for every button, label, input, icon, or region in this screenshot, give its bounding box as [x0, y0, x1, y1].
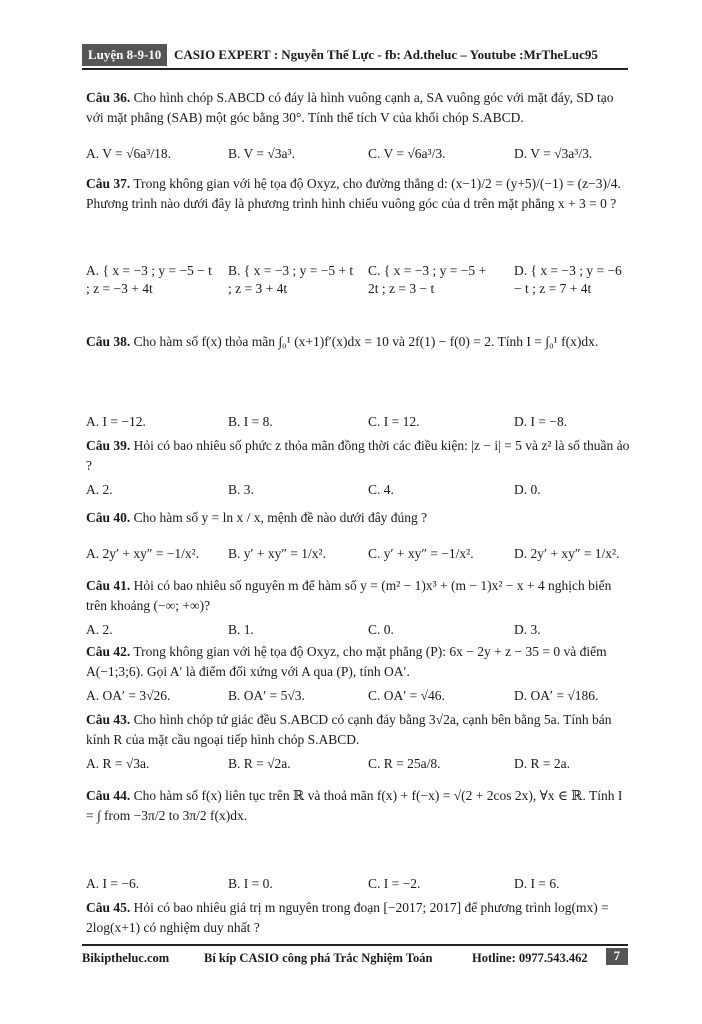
page-header	[82, 44, 628, 70]
question-label: Câu 44.	[86, 788, 131, 803]
option-d: D. 3.	[514, 622, 541, 637]
question-36	[86, 88, 630, 128]
question-40	[86, 508, 630, 528]
option-b: B. { x = −3 ; y = −5 + t ; z = 3 + 4t	[228, 263, 354, 296]
question-44	[86, 786, 630, 826]
option-c: C. OA′ = √46.	[368, 688, 445, 703]
option-a: A. 2.	[86, 622, 113, 637]
question-label: Câu 37.	[86, 176, 131, 191]
option-c: C. I = 12.	[368, 414, 420, 429]
question-38	[86, 332, 630, 352]
option-a: A. V = √6a³/18.	[86, 146, 171, 161]
option-a: A. OA′ = 3√26.	[86, 688, 171, 703]
question-text: Trong không gian với hệ tọa độ Oxyz, cho đường thẳng d: (x−1)/2 = (y+5)/(−1) = (z−3)/4. Phương trình nào dưới đây là phương trình hình chiếu vuông góc của d trên mặt phẳng x + 3 = 0 ?	[86, 176, 621, 211]
option-b: B. V = √3a³.	[228, 146, 295, 161]
options-39	[86, 482, 630, 504]
option-c: C. I = −2.	[368, 876, 421, 891]
question-label: Câu 40.	[86, 510, 131, 525]
options-43	[86, 756, 630, 778]
question-37	[86, 174, 630, 214]
question-text: Hỏi có bao nhiêu giá trị m nguyên trong đoạn [−2017; 2017] để phương trình log(mx) = 2log(x+1) có nghiệm duy nhất ?	[86, 900, 609, 935]
footer-site: Bikiptheluc.com	[82, 951, 170, 965]
option-b: B. OA′ = 5√3.	[228, 688, 305, 703]
question-label: Câu 38.	[86, 334, 131, 349]
option-c: C. 4.	[368, 482, 394, 497]
option-d: D. { x = −3 ; y = −6 − t ; z = 7 + 4t	[514, 263, 622, 296]
question-text: Cho hàm số f(x) thỏa mãn ∫₀¹ (x+1)f′(x)dx = 10 và 2f(1) − f(0) = 2. Tính I = ∫₀¹ f(x)dx.	[133, 334, 599, 349]
options-36	[86, 146, 630, 168]
option-d: D. V = √3a³/3.	[514, 146, 593, 161]
options-42	[86, 688, 630, 710]
option-a: A. R = √3a.	[86, 756, 150, 771]
option-b: B. R = √2a.	[228, 756, 291, 771]
question-text: Cho hình chóp tứ giác đều S.ABCD có cạnh đáy bằng 3√2a, cạnh bên bằng 5a. Tính bán kính R của mặt cầu ngoại tiếp hình chóp S.ABCD.	[86, 712, 612, 747]
option-d: D. R = 2a.	[514, 756, 570, 771]
option-c: C. y′ + xy″ = −1/x².	[368, 546, 474, 561]
option-d: D. I = −8.	[514, 414, 568, 429]
question-42	[86, 642, 630, 682]
option-b: B. y′ + xy″ = 1/x².	[228, 546, 326, 561]
options-38	[86, 414, 630, 436]
option-a: A. { x = −3 ; y = −5 − t ; z = −3 + 4t	[86, 263, 212, 296]
question-text: Hỏi có bao nhiêu số nguyên m để hàm số y = (m² − 1)x³ + (m − 1)x² − x + 4 nghịch biến trên khoảng (−∞; +∞)?	[86, 578, 612, 613]
option-a: A. 2y′ + xy″ = −1/x².	[86, 546, 200, 561]
question-label: Câu 43.	[86, 712, 131, 727]
page-footer	[82, 944, 628, 970]
option-b: B. I = 0.	[228, 876, 273, 891]
question-label: Câu 39.	[86, 438, 131, 453]
option-d: D. 0.	[514, 482, 541, 497]
question-45	[86, 898, 630, 938]
option-a: A. I = −12.	[86, 414, 146, 429]
option-a: A. I = −6.	[86, 876, 140, 891]
question-text: Trong không gian với hệ tọa độ Oxyz, cho mặt phẳng (P): 6x − 2y + z − 35 = 0 và điểm A(−1;3;6). Gọi A′ là điểm đối xứng với A qua (P), tính OA′.	[86, 644, 607, 679]
option-b: B. I = 8.	[228, 414, 273, 429]
option-b: B. 3.	[228, 482, 254, 497]
question-label: Câu 41.	[86, 578, 131, 593]
option-c: C. 0.	[368, 622, 394, 637]
options-44	[86, 876, 630, 898]
option-c: C. R = 25a/8.	[368, 756, 441, 771]
option-d: D. OA′ = √186.	[514, 688, 599, 703]
header-title: CASIO EXPERT : Nguyễn Thế Lực - fb: Ad.theluc – Youtube :MrTheLuc95	[174, 47, 598, 62]
question-text: Cho hàm số y = ln x / x, mệnh đề nào dưới đây đúng ?	[133, 510, 428, 525]
question-text: Cho hàm số f(x) liên tục trên ℝ và thoả mãn f(x) + f(−x) = √(2 + 2cos 2x), ∀x ∈ ℝ. Tính I = ∫ from −3π/2 to 3π/2 f(x)dx.	[86, 788, 623, 823]
footer-hotline: Hotline: 0977.543.462	[472, 951, 588, 965]
options-40	[86, 546, 630, 568]
option-b: B. 1.	[228, 622, 254, 637]
page-number: 7	[606, 948, 628, 965]
option-a: A. 2.	[86, 482, 113, 497]
question-text: Hỏi có bao nhiêu số phức z thỏa mãn đồng thời các điều kiện: |z − i| = 5 và z² là số thuần ảo ?	[86, 438, 630, 473]
options-41	[86, 622, 630, 644]
option-c: C. { x = −3 ; y = −5 + 2t ; z = 3 − t	[368, 263, 487, 296]
question-label: Câu 36.	[86, 90, 131, 105]
question-43	[86, 710, 630, 750]
question-label: Câu 42.	[86, 644, 131, 659]
option-d: D. I = 6.	[514, 876, 560, 891]
question-41	[86, 576, 630, 616]
question-text: Cho hình chóp S.ABCD có đáy là hình vuông cạnh a, SA vuông góc với mặt đáy, SD tạo với mặt phẳng (SAB) một góc bằng 30°. Tính thể tích V của khối chóp S.ABCD.	[86, 90, 614, 125]
question-39	[86, 436, 630, 476]
option-d: D. 2y′ + xy″ = 1/x².	[514, 546, 620, 561]
option-c: C. V = √6a³/3.	[368, 146, 446, 161]
header-tag: Luyện 8-9-10	[82, 44, 167, 66]
options-37	[86, 262, 630, 322]
footer-book: Bí kíp CASIO công phá Trắc Nghiệm Toán	[204, 951, 433, 965]
question-label: Câu 45.	[86, 900, 131, 915]
